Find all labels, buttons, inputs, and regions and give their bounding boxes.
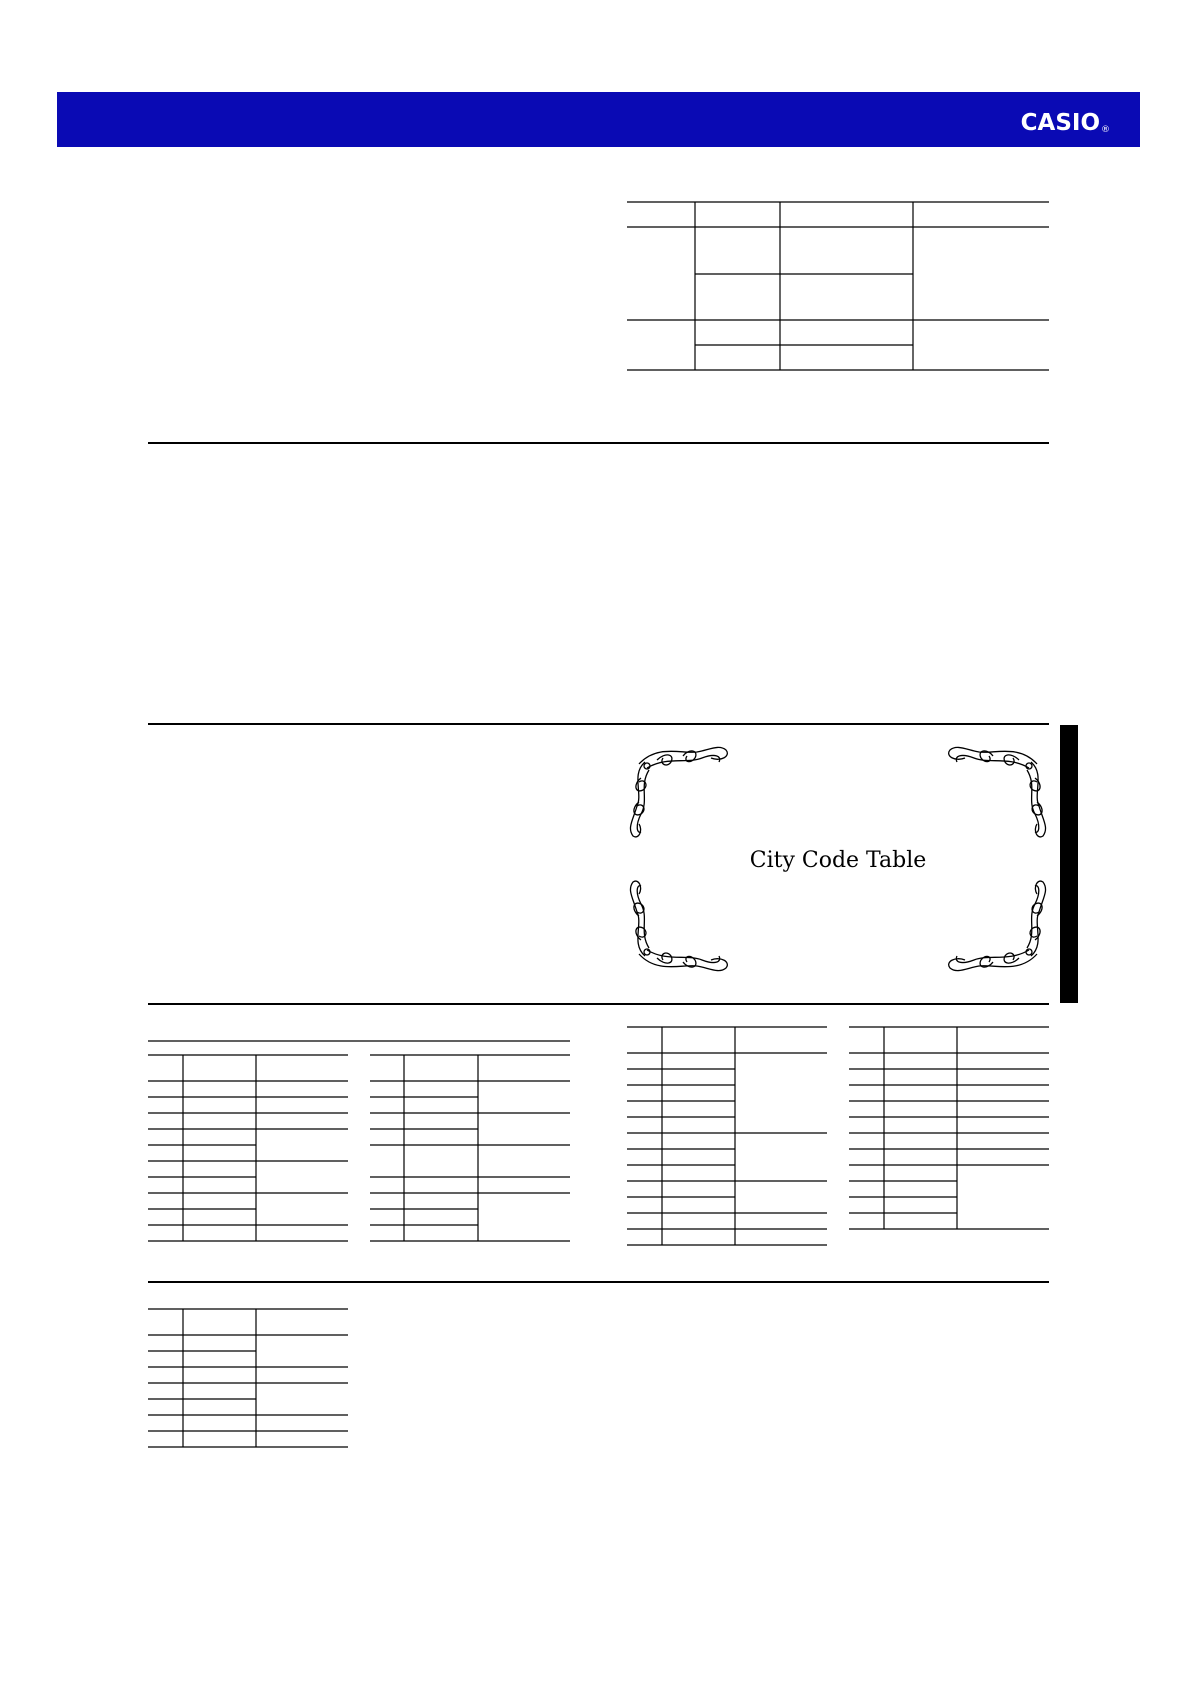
logo-text: CASIO [1020,110,1100,136]
table-top-right [627,202,1049,370]
table-a [148,1041,570,1241]
table-d [849,1027,1049,1229]
table-b [370,1055,570,1241]
page-title: City Code Table [749,848,927,873]
table-e [148,1309,348,1447]
table-c [627,1027,827,1245]
registered-mark: ® [1101,125,1110,135]
